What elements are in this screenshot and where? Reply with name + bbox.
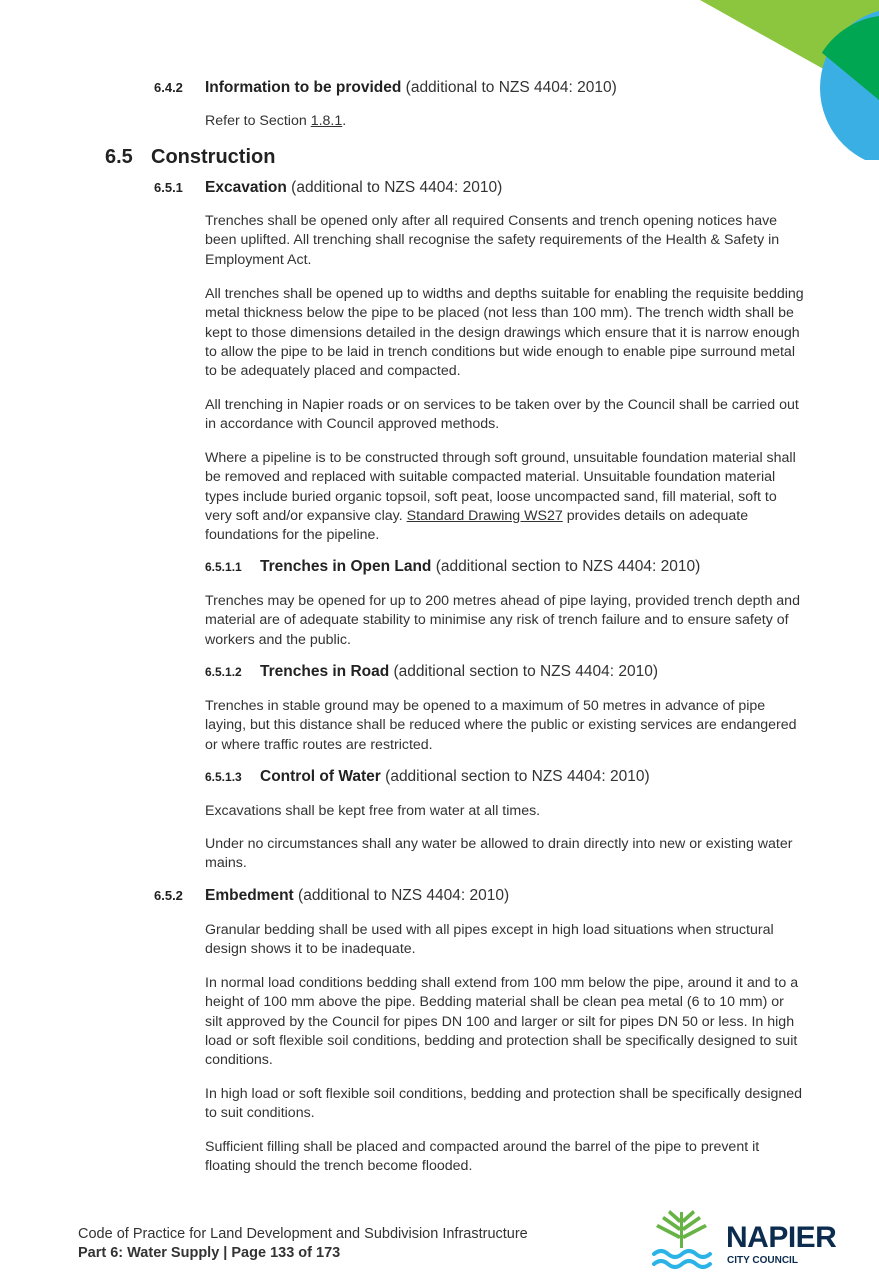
standard-drawing-link[interactable]: Standard Drawing WS27	[406, 507, 563, 524]
section-title: Information to be provided	[205, 79, 402, 96]
logo-fern-icon	[656, 1210, 707, 1248]
text: Refer to Section	[205, 113, 311, 129]
corner-green-band	[700, 0, 879, 100]
logo-wave-icon	[654, 1251, 710, 1267]
corner-blue-circle	[820, 8, 879, 160]
paragraph: Trenches may be opened for up to 200 metres ahead of pipe laying, provided trench depth and material are of adequate stability to minimise any risk of trench failure and to ensure safety of workers and the public.	[205, 593, 800, 648]
heading-6-4-2	[154, 78, 617, 98]
paragraph	[205, 449, 805, 545]
section-note: (additional to NZS 4404: 2010)	[291, 179, 503, 196]
heading-6-5-1-2	[205, 662, 658, 682]
logo-subtitle: CITY COUNCIL	[727, 1255, 798, 1266]
heading-6-5	[105, 144, 275, 170]
section-title: Control of Water	[260, 768, 381, 785]
section-note: (additional to NZS 4404: 2010)	[405, 79, 617, 96]
section-note: (additional section to NZS 4404: 2010)	[385, 768, 650, 785]
footer-document-title: Code of Practice for Land Development and Subdivision Infrastructure	[78, 1226, 528, 1242]
heading-6-5-1	[154, 178, 502, 198]
heading-6-5-1-1	[205, 557, 700, 577]
paragraph: In normal load conditions bedding shall extend from 100 mm below the pipe, around it and to a height of 100 mm above the pipe. Bedding material shall be clean pea metal (6 to 10 mm) or silt approved by the Council for pipes DN 100 and larger or silt for pipes DN 50 or less. In high load or soft flexible soil conditions, bedding and protection shall be specifically designed to suit conditions.	[205, 975, 799, 1069]
section-number: 6.5	[105, 146, 133, 168]
section-number: 6.5.1	[154, 180, 183, 195]
footer-page-info: Part 6: Water Supply | Page 133 of 173	[78, 1245, 341, 1261]
section-link[interactable]: 1.8.1	[310, 113, 343, 129]
paragraph: Granular bedding shall be used with all pipes except in high load situations when structural design shows it to be inadequate.	[205, 922, 774, 958]
heading-6-5-1-3	[205, 767, 650, 787]
section-number: 6.5.1.1	[205, 560, 242, 574]
section-number: 6.5.1.3	[205, 770, 242, 784]
section-note: (additional section to NZS 4404: 2010)	[393, 663, 659, 680]
section-title: Trenches in Road	[260, 663, 390, 680]
section-note: (additional section to NZS 4404: 2010)	[435, 558, 701, 575]
paragraph: All trenches shall be opened up to widths and depths suitable for enabling the requisite bedding metal thickness below the pipe to be placed (not less than 100 mm). The trench width shall be kept to those dimensions detailed in the design drawings which ensure that it is narrow enough to allow the pipe to be laid in trench conditions but wide enough to enable pipe surround metal to be adequately placed and compacted.	[205, 286, 804, 380]
logo-wordmark: NAPIER	[726, 1221, 837, 1254]
section-number: 6.5.1.2	[205, 665, 242, 679]
section-note: (additional to NZS 4404: 2010)	[298, 887, 510, 904]
corner-dark-green-overlap	[822, 16, 879, 100]
text: Where a pipeline is to be constructed through soft ground, unsuitable foundation material shall be removed and replaced with suitable compacted material. Unsuitable foundation material types include buried organic topsoil, soft peat, loose uncompacted sand, fill material, soft to very soft and/or expansive clay.	[205, 450, 796, 524]
paragraph: Excavations shall be kept free from water at all times.	[205, 803, 541, 819]
text: provides details on adequate foundations for the pipeline.	[205, 507, 749, 544]
section-title: Construction	[151, 146, 276, 168]
paragraph: Sufficient filling shall be placed and compacted around the barrel of the pipe to prevent it floating should the trench become flooded.	[205, 1139, 760, 1175]
section-title: Excavation	[205, 179, 287, 196]
heading-6-5-2	[154, 886, 509, 906]
paragraph: Under no circumstances shall any water be allowed to drain directly into new or existing water mains.	[205, 836, 793, 872]
paragraph	[205, 112, 805, 131]
section-number: 6.4.2	[154, 80, 183, 95]
paragraph: All trenching in Napier roads or on services to be taken over by the Council shall be carried out in accordance with Council approved methods.	[205, 397, 799, 433]
paragraph: Trenches shall be opened only after all required Consents and trench opening notices have been uplifted. All trenching shall recognise the safety requirements of the Health & Safety in Employment Act.	[205, 213, 780, 268]
paragraph: In high load or soft flexible soil conditions, bedding and protection shall be specifically designed to suit conditions.	[205, 1086, 803, 1122]
section-title: Embedment	[205, 887, 294, 904]
section-title: Trenches in Open Land	[260, 558, 432, 575]
paragraph: Trenches in stable ground may be opened to a maximum of 50 metres in advance of pipe laying, but this distance shall be reduced where the public or existing services are endangered or where traffic routes are restricted.	[205, 698, 797, 753]
text: .	[342, 113, 347, 129]
section-number: 6.5.2	[154, 888, 183, 903]
